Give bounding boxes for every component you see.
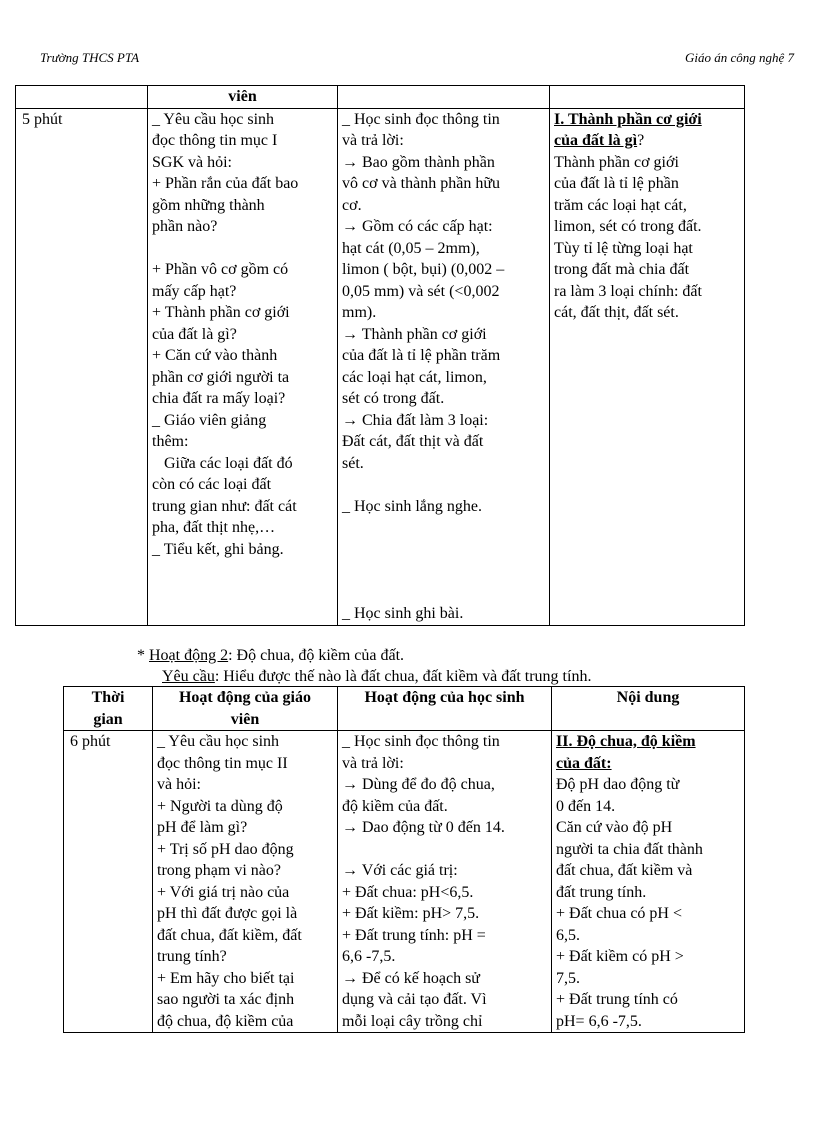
section-title: của đất là gì?	[554, 132, 645, 149]
list-item: → Với các giá trị:	[342, 862, 458, 879]
table-row	[16, 86, 745, 109]
section-title: II. Độ chua, độ kiềm	[556, 733, 696, 750]
list-item: _ Học sinh đọc thông tin	[342, 110, 500, 128]
list-item: _ Yêu cầu học sinh	[152, 110, 275, 128]
list-item: trong đất mà chia đất	[554, 261, 690, 278]
list-item: Độ pH dao động từ	[556, 776, 680, 793]
cell-time	[16, 108, 148, 625]
list-item: + Căn cứ vào thành	[152, 347, 278, 364]
list-item: _ Học sinh lắng nghe.	[342, 497, 482, 515]
list-item: của đất là gì?	[152, 325, 237, 343]
cell-content	[550, 108, 745, 625]
list-item: Thành phần cơ giới	[554, 153, 679, 171]
list-item: của đất là tỉ lệ phần trăm	[342, 347, 501, 364]
cell-empty	[16, 86, 148, 109]
list-item: + Người ta dùng độ	[157, 797, 283, 815]
list-item: _ Học sinh ghi bài.	[342, 605, 464, 622]
list-item: các loại hạt cát, limon,	[342, 368, 487, 386]
header-teacher: Hoạt động của giáo viên	[153, 687, 338, 731]
header-school: Trường THCS PTA	[40, 50, 140, 65]
list-item: và trả lời:	[342, 754, 404, 772]
list-item: còn có các loại đất	[152, 476, 272, 493]
table-row	[16, 108, 745, 625]
list-item: sao người ta xác định	[157, 991, 295, 1008]
list-item: + Đất kiềm có pH >	[556, 948, 684, 965]
list-item: của đất là tỉ lệ phần	[554, 175, 679, 192]
list-item: + Đất chua: pH<6,5.	[342, 883, 474, 901]
list-item: người ta chia đất thành	[556, 840, 703, 858]
list-item: chia đất ra mấy loại?	[152, 390, 286, 407]
list-item: vô cơ và thành phần hữu	[342, 175, 500, 192]
lesson-table-1	[15, 85, 745, 626]
list-item: → Gồm có các cấp hạt:	[342, 218, 493, 235]
list-item: sét có trong đất.	[342, 390, 445, 407]
time-text: 6 phút	[70, 733, 111, 750]
cell-student-activity	[338, 731, 552, 1033]
cell-empty	[550, 86, 745, 109]
list-item: + Đất chua có pH <	[556, 905, 683, 922]
list-item: _ Học sinh đọc thông tin	[342, 733, 500, 750]
list-item: phần cơ giới người ta	[152, 368, 290, 386]
list-item: → Chia đất làm 3 loại:	[342, 411, 489, 429]
list-item: + Với giá trị nào của	[157, 883, 290, 901]
list-item: pH= 6,6 -7,5.	[556, 1012, 642, 1030]
list-item: 7,5.	[556, 969, 580, 987]
list-item: → Dao động từ 0 đến 14.	[342, 819, 505, 836]
list-item: + Đất trung tính có	[556, 991, 678, 1008]
list-item: và hỏi:	[157, 776, 201, 793]
table-header-row	[64, 687, 745, 731]
spacer	[342, 517, 545, 539]
list-item: mm).	[342, 304, 377, 321]
list-item: phần nào?	[152, 218, 218, 235]
time-text: 5 phút	[22, 110, 63, 128]
list-item: đọc thông tin mục I	[152, 132, 278, 149]
spacer	[342, 582, 545, 604]
header-content: Nội dung	[552, 687, 745, 731]
list-item: pha, đất thịt nhẹ,…	[152, 519, 276, 536]
list-item: đất chua, đất kiềm, đất	[157, 926, 302, 944]
list-item: độ chua, độ kiềm của	[157, 1012, 294, 1030]
spacer	[152, 238, 333, 260]
cell-teacher-activity	[153, 731, 338, 1033]
list-item: → Bao gồm thành phần	[342, 153, 495, 171]
spacer	[342, 560, 545, 582]
section-title: I. Thành phần cơ giới	[554, 110, 702, 128]
list-item: trung gian như: đất cát	[152, 497, 297, 515]
list-item: Tùy tỉ lệ từng loại hạt	[554, 239, 693, 257]
list-item: và trả lời:	[342, 132, 404, 149]
list-item: Đất cát, đất thịt và đất	[342, 433, 484, 450]
list-item: dụng và cải tạo đất. Vì	[342, 991, 487, 1008]
list-item: → Thành phần cơ giới	[342, 325, 487, 343]
list-item: 6,6 -7,5.	[342, 948, 396, 965]
list-item: + Đất kiềm: pH> 7,5.	[342, 905, 480, 922]
cell-teacher-activity	[148, 108, 338, 625]
list-item: limon, sét có trong đất.	[554, 218, 702, 235]
list-item: mỗi loại cây trồng chỉ	[342, 1012, 483, 1030]
list-item: + Trị số pH dao động	[157, 840, 294, 858]
list-item: + Em hãy cho biết tại	[157, 969, 295, 987]
cell-empty	[338, 86, 550, 109]
cell-time	[64, 731, 153, 1033]
spacer	[342, 474, 545, 496]
list-item: ra làm 3 loại chính: đất	[554, 282, 702, 300]
list-item: Giữa các loại đất đó	[164, 454, 293, 472]
header-subject: Giáo án công nghệ 7	[684, 50, 794, 65]
list-item: _ Tiểu kết, ghi bảng.	[152, 540, 284, 558]
list-item: gồm những thành	[152, 196, 265, 214]
list-item: _ Yêu cầu học sinh	[157, 733, 280, 750]
list-item: + Phần rắn của đất bao	[152, 175, 299, 192]
list-item: đọc thông tin mục II	[157, 754, 288, 772]
activity-requirement: Yêu cầu: Hiểu được thế nào là đất chua, đất kiềm và đất trung tính.	[162, 668, 592, 685]
list-item: → Dùng để đo độ chua,	[342, 776, 495, 793]
list-item: cát, đất thịt, đất sét.	[554, 304, 679, 321]
list-item: + Thành phần cơ giới	[152, 304, 290, 321]
spacer	[342, 539, 545, 561]
list-item: sét.	[342, 454, 364, 472]
list-item: pH để làm gì?	[157, 819, 248, 836]
section-title: của đất:	[556, 754, 612, 772]
list-item: hạt cát (0,05 – 2mm),	[342, 239, 480, 257]
activity-heading: * Hoạt động 2: Độ chua, độ kiềm của đất.	[137, 647, 405, 664]
cell-continued-header: viên	[148, 86, 338, 109]
list-item: pH thì đất được gọi là	[157, 905, 298, 922]
list-item: đất trung tính.	[556, 883, 647, 901]
list-item: 6,5.	[556, 926, 580, 944]
list-item: mấy cấp hạt?	[152, 282, 237, 300]
header-time: Thời gian	[64, 687, 153, 731]
list-item: thêm:	[152, 433, 189, 450]
list-item: 0,05 mm) và sét (<0,002	[342, 282, 500, 300]
list-item: _ Giáo viên giảng	[152, 411, 267, 429]
spacer	[342, 839, 547, 861]
cell-student-activity	[338, 108, 550, 625]
list-item: → Để có kế hoạch sử	[342, 969, 480, 987]
list-item: limon ( bột, bụi) (0,002 –	[342, 261, 505, 278]
lesson-table-2	[63, 686, 745, 1033]
list-item: trung tính?	[157, 948, 227, 965]
list-item: + Phần vô cơ gồm có	[152, 261, 289, 278]
header-student: Hoạt động của học sinh	[338, 687, 552, 731]
list-item: + Đất trung tính: pH =	[342, 926, 486, 944]
list-item: độ kiềm của đất.	[342, 797, 448, 815]
list-item: cơ.	[342, 196, 362, 214]
table-row	[64, 731, 745, 1033]
list-item: Căn cứ vào độ pH	[556, 819, 673, 836]
list-item: trong phạm vi nào?	[157, 862, 281, 879]
list-item: trăm các loại hạt cát,	[554, 196, 687, 214]
list-item: đất chua, đất kiềm và	[556, 862, 693, 879]
list-item: 0 đến 14.	[556, 797, 616, 815]
cell-content	[552, 731, 745, 1033]
list-item: SGK và hỏi:	[152, 153, 232, 171]
